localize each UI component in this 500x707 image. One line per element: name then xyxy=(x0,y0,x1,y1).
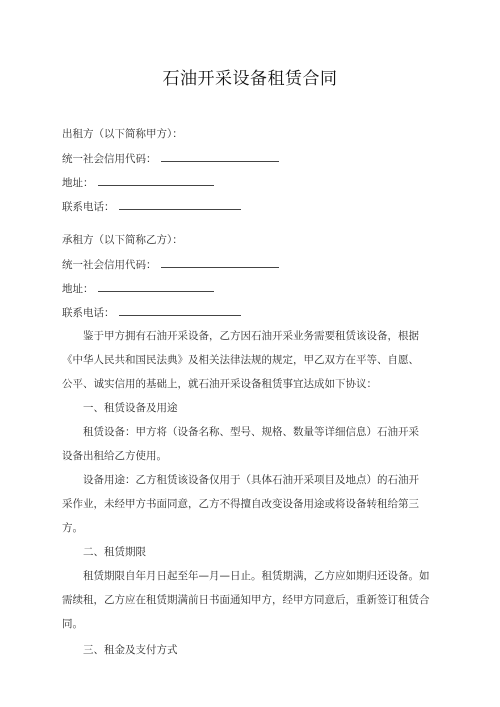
lessor-address-field[interactable] xyxy=(98,175,214,186)
term-line: 同。 xyxy=(62,618,83,630)
lessee-credit-code-row xyxy=(62,257,442,272)
lessor-phone-row xyxy=(62,199,442,214)
equipment-line: 租赁设备：甲方将（设备名称、型号、规格、数量等详细信息）石油开采 xyxy=(83,426,419,438)
usage-line: 采作业，未经甲方书面同意，乙方不得擅自改变设备用途或将设备转租给第三 xyxy=(62,498,419,510)
usage-line: 设备用途：乙方租赁该设备仅用于（具体石油开采项目及地点）的石油开 xyxy=(83,474,419,486)
lessee-phone-label: 联系电话： xyxy=(62,307,115,319)
lessee-credit-code-label: 统一社会信用代码： xyxy=(62,259,157,271)
section-2-heading: 二、租赁期限 xyxy=(83,546,146,558)
lessor-credit-code-field[interactable] xyxy=(161,151,279,162)
lessor-phone-label: 联系电话： xyxy=(62,201,115,213)
lessee-phone-field[interactable] xyxy=(119,305,241,316)
lessor-credit-code-label: 统一社会信用代码： xyxy=(62,153,157,165)
lessor-address-row xyxy=(62,175,442,190)
section-3-heading: 三、租金及支付方式 xyxy=(83,644,178,656)
lessor-address-label: 地址： xyxy=(62,177,94,189)
equipment-line: 设备出租给乙方使用。 xyxy=(62,450,167,462)
lessee-address-field[interactable] xyxy=(98,281,214,292)
lessee-address-label: 地址： xyxy=(62,283,94,295)
lessor-phone-field[interactable] xyxy=(119,199,241,210)
usage-line: 方。 xyxy=(62,522,83,534)
term-line: 租赁期限自年月日起至年—月—日止。租赁期满，乙方应如期归还设备。如 xyxy=(83,570,430,582)
term-line: 需续租，乙方应在租赁期满前日书面通知甲方，经甲方同意后，重新签订租赁合 xyxy=(62,594,430,606)
lessee-address-row xyxy=(62,281,442,296)
lessee-credit-code-field[interactable] xyxy=(161,257,279,268)
contract-title: 石油开采设备租赁合同 xyxy=(162,69,338,89)
lessee-heading: 承租方（以下简称乙方）： xyxy=(62,234,183,246)
preamble-line: 公平、诚实信用的基础上，就石油开采设备租赁事宜达成如下协议： xyxy=(62,378,377,390)
lessee-phone-row xyxy=(62,305,442,320)
lessor-heading: 出租方（以下简称甲方）： xyxy=(62,128,183,140)
lessor-credit-code-row xyxy=(62,151,442,166)
preamble-line: 鉴于甲方拥有石油开采设备，乙方因石油开采业务需要租赁该设备，根据 xyxy=(83,330,419,342)
section-1-heading: 一、租赁设备及用途 xyxy=(83,402,178,414)
preamble-line: 《中华人民共和国民法典》及相关法律法规的规定，甲乙双方在平等、自愿、 xyxy=(62,354,419,366)
